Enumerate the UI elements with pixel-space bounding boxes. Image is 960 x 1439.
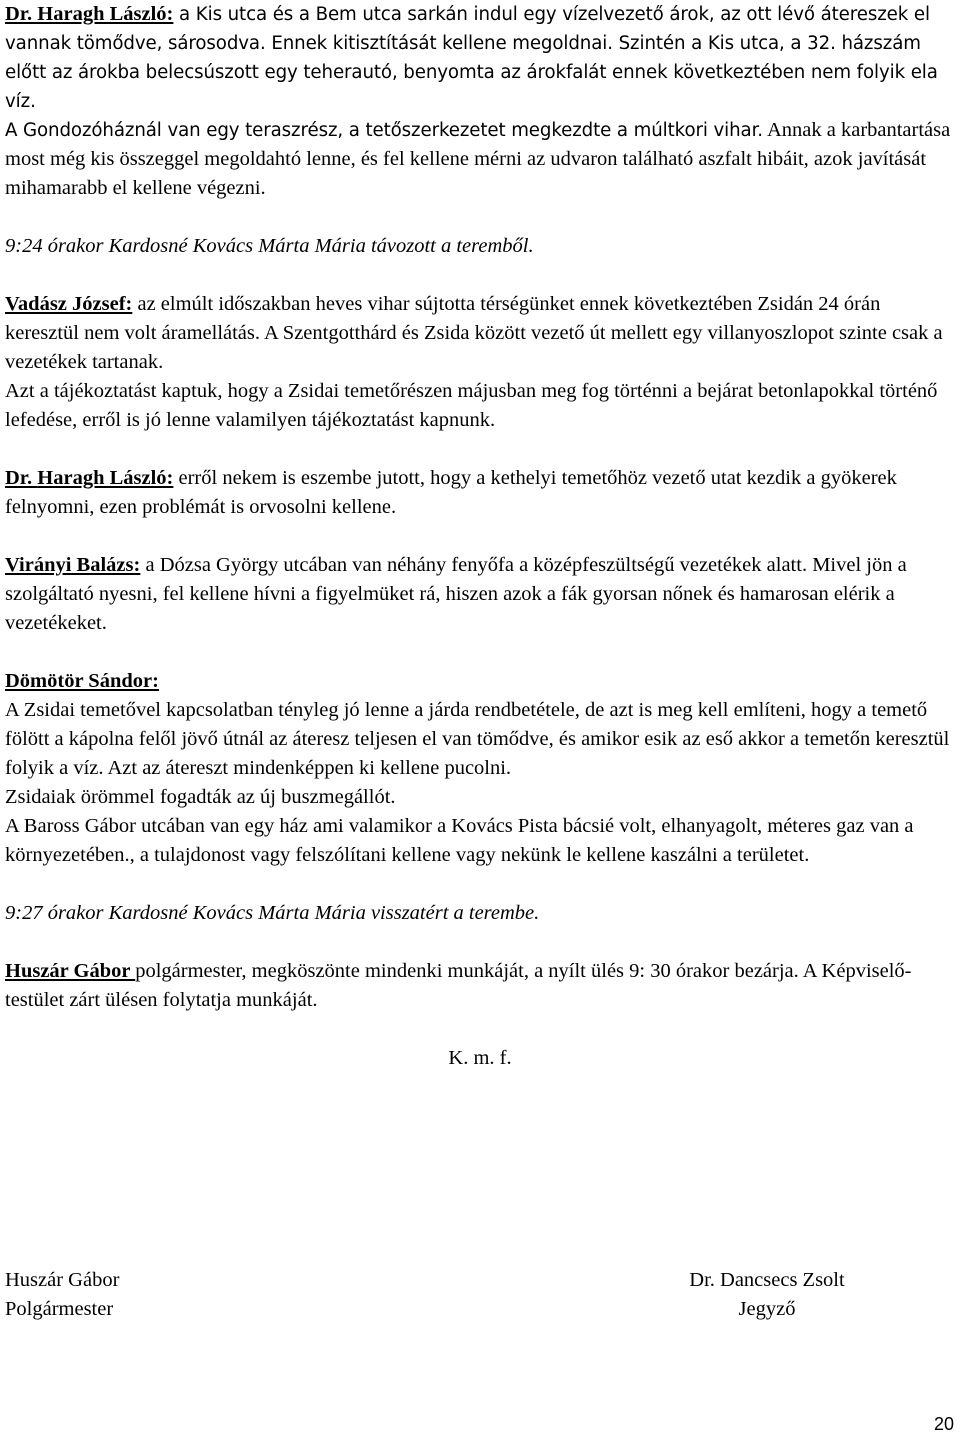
speaker-name: Haragh László: [37,467,174,489]
speaker-name: Vadász József: [5,293,133,315]
signature-left-title: Polgármester [5,1298,114,1320]
paragraph-text [5,0,955,116]
signature-left-name: Huszár Gábor [5,1269,120,1291]
paragraph-text-a: polgármester, megköszönte mindenki munkáját, a nyílt ülés 9: 30 órakor bezárja. A Képviselő-testület zárt ülésen folytatja munkáját. [5,960,912,1011]
signature-right-title: Jegyző [738,1298,796,1320]
paragraph-text-a: erről nekem is eszembe jutott, hogy a kethelyi temetőhöz vezető utat kezdik a gyökerek felnyomni, ezen problémát is orvosolni kellene. [5,467,897,518]
speaker-name: Virányi Balázs: [5,554,141,576]
paragraph-text-a: a Dózsa György utcában van néhány fenyőfa a középfeszültségű vezetékek alatt. Mivel jön a szolgáltató nyesni, fel kellene hívni a figyelmüket rá, hiszen azok a fák gyorsan nőnek és hamarosan elérik a vezetékeket. [5,554,907,634]
paragraph-line-1: A Zsidai temetővel kapcsolatban tényleg jó lenne a járda rendbetétele, de azt is meg kell említeni, hogy a temető fölött a kápolna felől jövő útnál az áteresz teljesen el van tömődve, és amikor esik az eső akkor a temetőn keresztül folyik a víz. Azt az átereszt mindenképpen ki kellene pucolni. [5,699,950,779]
paragraph-line-3: A Baross Gábor utcában van egy ház ami valamikor a Kovács Pista bácsié volt, elhanyagolt, méteres gaz van a környezetében., a tulajdonost vagy felszólítani kellene vagy nekünk le kellene kaszálni a területet. [5,815,914,866]
paragraph-huszar [5,957,955,1015]
speaker-name: Huszár Gábor [5,960,136,982]
paragraph-text-c: Annak a karbantartása most még kis összeggel megoldahtó lenne, és fel kellene mérni az udvaron található aszfalt hibáit, azok javítását mihamarabb el kellene végezni. [5,119,951,199]
speaker-prefix: Dr. [5,467,38,489]
paragraph-vadasz [5,290,955,435]
paragraph-haragh-2 [5,464,955,522]
paragraph-text [5,464,955,522]
paragraph-text-b: Azt a tájékoztatást kaptuk, hogy a Zsidai temetőrészen májusban meg fog történni a bejárat betonlapokkal történő lefedése, erről is jó lenne valamilyen tájékoztatást kapnunk. [5,380,938,431]
paragraph-text-b: A Gondozóháznál van egy teraszrész, a tetőszerkezetet megkezdte a múltkori vihar. [5,120,763,141]
note-return: 9:27 órakor Kardosné Kovács Márta Mária visszatért a terembe. [5,902,540,924]
page-number: 20 [933,1414,954,1434]
speaker-name: Dr. Haragh László: [5,3,174,25]
paragraph-domotor [5,667,955,870]
paragraph-viranyi [5,551,955,638]
signature-right [669,1266,865,1324]
paragraph-text [5,551,955,638]
signature-left [5,1266,119,1324]
paragraph-line-2: Zsidaiak örömmel fogadták az új buszmegállót. [5,786,396,808]
paragraph-text-a: az elmúlt időszakban heves vihar sújtotta térségünket ennek következtében Zsidán 24 órán keresztül nem volt áramellátás. A Szentgotthárd és Zsida között vezető út mellett egy villanyoszlopot szinte csak a vezetékek tartanak. [5,293,943,373]
note-departure: 9:24 órakor Kardosné Kovács Márta Mária távozott a teremből. [5,235,534,257]
paragraph-text [5,290,955,377]
paragraph-text-a: a Kis utca és a Bem utca sarkán indul egy vízelvezető árok, az ott lévő átereszek el vannak tömődve, sárosodva. Ennek kitisztítását kellene megoldnai. Szintén a Kis utca, a 32. házszám előtt az árokba belecsúszott egy teherautó, benyomta az árokfalát ennek következtében nem folyik ela víz. [5,4,938,112]
kmf-closing: K. m. f. [448,1047,512,1069]
paragraph-haragh-1 [5,0,955,203]
paragraph-text [5,957,955,1015]
speaker-line [5,667,955,696]
document-page [5,0,955,1073]
speaker-name: Dömötör Sándor: [5,670,159,692]
paragraph-text-continued [5,116,955,203]
signature-right-name: Dr. Dancsecs Zsolt [689,1269,845,1291]
